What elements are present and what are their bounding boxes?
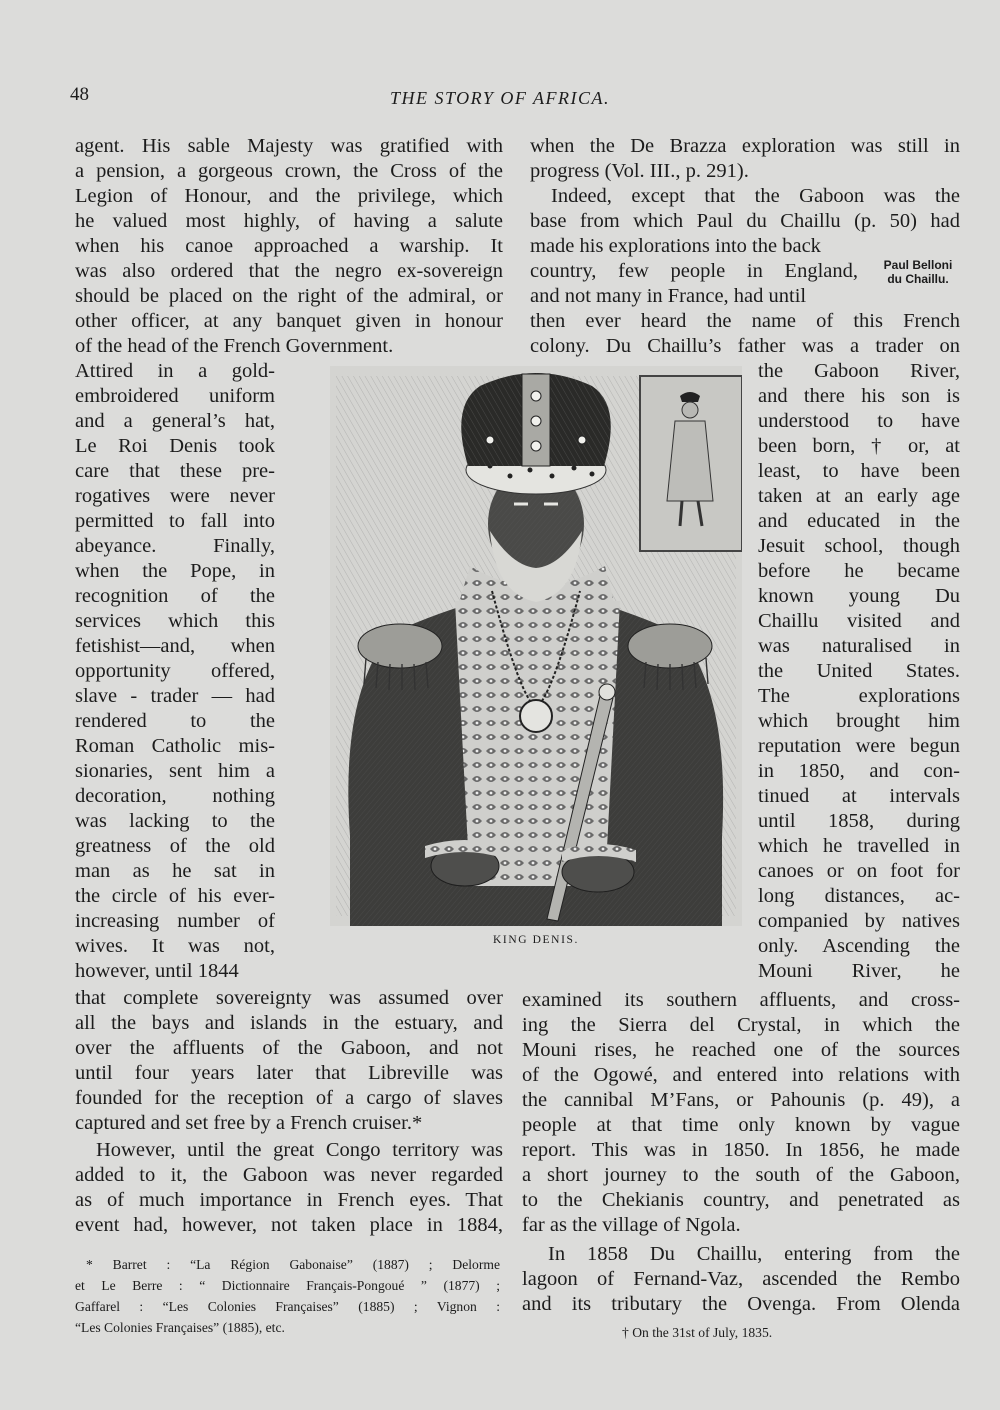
- text-line: companied by natives: [758, 910, 960, 932]
- text-line: was naturalised in: [758, 635, 960, 657]
- text-line: as of much importance in French eyes. That: [75, 1189, 503, 1211]
- text-line: and there his son is: [758, 385, 960, 407]
- illustration-caption: KING DENIS.: [493, 934, 579, 946]
- text-line: before he became: [758, 560, 960, 582]
- text-line: recognition of the: [75, 585, 275, 607]
- text-line: rogatives were never: [75, 485, 275, 507]
- text-line: services which this: [75, 610, 275, 632]
- text-line: in 1850, and con-: [758, 760, 960, 782]
- text-line: and its tributary the Ovenga. From Olenda: [522, 1293, 960, 1315]
- text-line: then ever heard the name of this French: [530, 310, 960, 332]
- text-line: which brought him: [758, 710, 960, 732]
- text-line: Mouni rises, he reached one of the sources: [522, 1039, 960, 1061]
- text-line: fetishist—and, when: [75, 635, 275, 657]
- text-line: which he travelled in: [758, 835, 960, 857]
- text-line: that complete sovereignty was assumed over: [75, 987, 503, 1009]
- text-line: however, until 1844: [75, 960, 239, 982]
- text-line: canoes or on foot for: [758, 860, 960, 882]
- text-line: until four years later that Libreville was: [75, 1062, 503, 1084]
- text-line: to the Chekianis country, and penetrated as: [522, 1189, 960, 1211]
- text-line: care that these pre-: [75, 460, 275, 482]
- text-line: of the head of the French Government.: [75, 335, 394, 357]
- text-line: wives. It was not,: [75, 935, 275, 957]
- text-line: captured and set free by a French cruiser.*: [75, 1112, 423, 1134]
- text-line: understood to have: [758, 410, 960, 432]
- text-line: long distances, ac-: [758, 885, 960, 907]
- footnote-line: “Les Colonies Françaises” (1885), etc.: [75, 1320, 285, 1335]
- text-line: should be placed on the right of the admiral, or: [75, 285, 503, 307]
- text-line: embroidered uniform: [75, 385, 275, 407]
- text-line: and a general’s hat,: [75, 410, 275, 432]
- text-line: report. This was in 1850. In 1856, he made: [522, 1139, 960, 1161]
- footnote-line: et Le Berre : “ Dictionnaire Français-Pongoué ” (1877) ;: [75, 1278, 500, 1293]
- text-line: far as the village of Ngola.: [522, 1214, 741, 1236]
- text-line: over the affluents of the Gaboon, and not: [75, 1037, 503, 1059]
- text-line: progress (Vol. III., p. 291).: [530, 160, 749, 182]
- text-line: the cannibal M’Fans, or Pahounis (p. 49), a: [522, 1089, 960, 1111]
- text-line: the Gaboon River,: [758, 360, 960, 382]
- text-line: least, to have been: [758, 460, 960, 482]
- text-line: was lacking to the: [75, 810, 275, 832]
- text-line: other officer, at any banquet given in honour: [75, 310, 503, 332]
- text-line: Attired in a gold-: [75, 360, 275, 382]
- text-line: slave - trader — had: [75, 685, 275, 707]
- text-line: only. Ascending the: [758, 935, 960, 957]
- text-line: known young Du: [758, 585, 960, 607]
- text-line: Mouni River, he: [758, 960, 960, 982]
- text-line: However, until the great Congo territory was: [96, 1139, 503, 1161]
- page-number: 48: [70, 84, 89, 105]
- text-line: when the De Brazza exploration was still in: [530, 135, 960, 157]
- text-line: examined its southern affluents, and cross-: [522, 989, 960, 1011]
- margin-sidenote: [872, 258, 964, 286]
- text-line: a short journey to the south of the Gaboon,: [522, 1164, 960, 1186]
- text-line: base from which Paul du Chaillu (p. 50) had: [530, 210, 960, 232]
- text-line: event had, however, not taken place in 1884,: [75, 1214, 503, 1236]
- text-line: until 1858, during: [758, 810, 960, 832]
- text-line: was also ordered that the negro ex-sovereign: [75, 260, 503, 282]
- text-line: colony. Du Chaillu’s father was a trader on: [530, 335, 960, 357]
- text-line: reputation were begun: [758, 735, 960, 757]
- sidenote-line: Paul Belloni: [883, 258, 953, 272]
- text-line: when the Pope, in: [75, 560, 275, 582]
- king-denis-engraving: [330, 366, 742, 926]
- text-line: decoration, nothing: [75, 785, 275, 807]
- text-line: permitted to fall into: [75, 510, 275, 532]
- text-line: of the Ogowé, and entered into relations with: [522, 1064, 960, 1086]
- text-line: added to it, the Gaboon was never regarded: [75, 1164, 503, 1186]
- text-line: Roman Catholic mis-: [75, 735, 275, 757]
- text-line: tinued at intervals: [758, 785, 960, 807]
- text-line: a pension, a gorgeous crown, the Cross of the: [75, 160, 503, 182]
- footnote-line: * Barret : “La Région Gabonaise” (1887) ; Delorme: [86, 1257, 500, 1272]
- footnote-right: † On the 31st of July, 1835.: [622, 1325, 773, 1340]
- text-line: opportunity offered,: [75, 660, 275, 682]
- text-line: The explorations: [758, 685, 960, 707]
- text-line: made his explorations into the back: [530, 235, 821, 257]
- text-line: rendered to the: [75, 710, 275, 732]
- text-line: the circle of his ever-: [75, 885, 275, 907]
- text-line: been born, † or, at: [758, 435, 960, 457]
- text-line: ing the Sierra del Crystal, in which the: [522, 1014, 960, 1036]
- text-line: Chaillu visited and: [758, 610, 960, 632]
- text-line: sionaries, sent him a: [75, 760, 275, 782]
- text-line: Le Roi Denis took: [75, 435, 275, 457]
- text-line: all the bays and islands in the estuary, and: [75, 1012, 503, 1034]
- text-line: people at that time only known by vague: [522, 1114, 960, 1136]
- text-line: man as he sat in: [75, 860, 275, 882]
- text-line: abeyance. Finally,: [75, 535, 275, 557]
- text-line: Indeed, except that the Gaboon was the: [551, 185, 960, 207]
- text-line: In 1858 Du Chaillu, entering from the: [548, 1243, 960, 1265]
- text-line: the United States.: [758, 660, 960, 682]
- text-line: he valued most highly, of having a salute: [75, 210, 503, 232]
- text-line: agent. His sable Majesty was gratified with: [75, 135, 503, 157]
- text-line: increasing number of: [75, 910, 275, 932]
- text-line: Legion of Honour, and the privilege, which: [75, 185, 503, 207]
- text-line: taken at an early age: [758, 485, 960, 507]
- running-title: THE STORY OF AFRICA.: [389, 88, 611, 108]
- text-line: Jesuit school, though: [758, 535, 960, 557]
- text-line: founded for the reception of a cargo of slaves: [75, 1087, 503, 1109]
- sidenote-line: du Chaillu.: [887, 272, 949, 286]
- text-line: when his canoe approached a warship. It: [75, 235, 503, 257]
- footnote-line: Gaffarel : “Les Colonies Françaises” (1885) ; Vignon :: [75, 1299, 500, 1314]
- text-line: greatness of the old: [75, 835, 275, 857]
- text-line: lagoon of Fernand-Vaz, ascended the Rembo: [522, 1268, 960, 1290]
- text-line: country, few people in England,: [530, 260, 858, 282]
- text-line: and educated in the: [758, 510, 960, 532]
- text-line: and not many in France, had until: [530, 285, 807, 307]
